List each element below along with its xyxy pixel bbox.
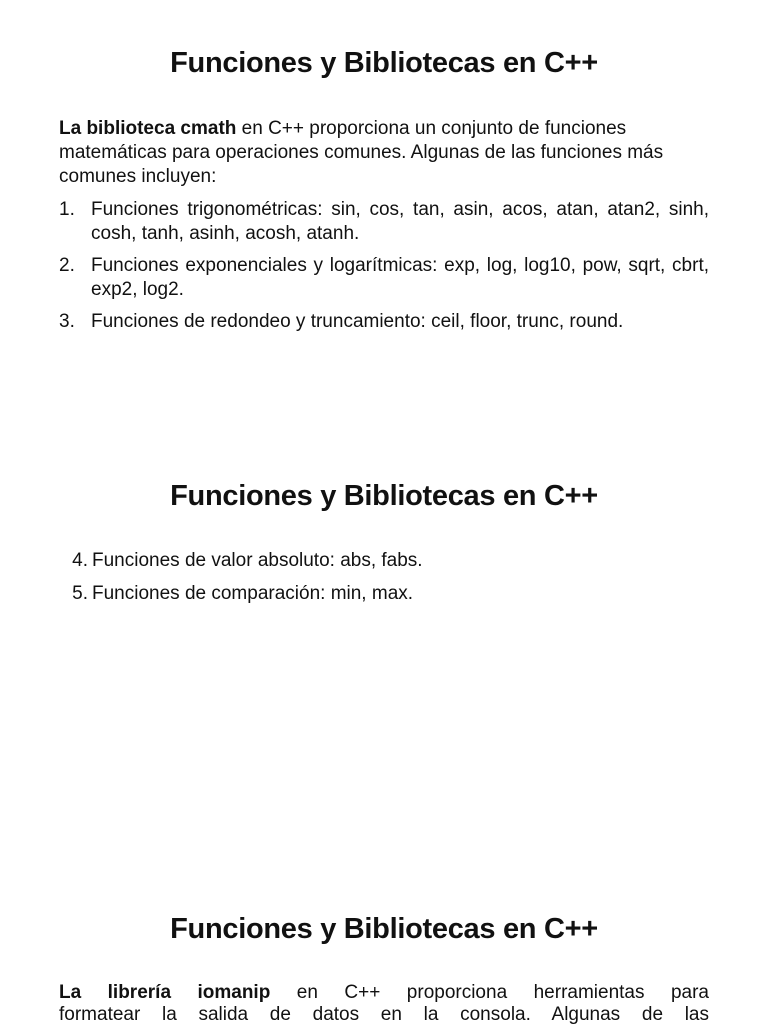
list-item-number: 4. <box>72 550 88 571</box>
slide-3-intro-bold: La librería iomanip <box>59 982 271 1003</box>
slide-3-intro-line-1 <box>59 981 709 1005</box>
slide-2-title: Funciones y Bibliotecas en C++ <box>170 480 598 512</box>
list-item-text: Funciones de valor absoluto: abs, fabs. <box>92 550 423 571</box>
slide-1-title: Funciones y Bibliotecas en C++ <box>170 47 598 79</box>
slide-1-intro-text: en C++ proporciona un conjunto de funciones matemáticas para operaciones comunes. Algunas de las funciones más comunes incluyen: <box>59 118 664 187</box>
list-item <box>63 582 703 606</box>
list-item-number: 2. <box>59 255 75 276</box>
slide-3-intro-line-2: formatear la salida de datos en la consola. Algunas de las <box>59 1004 709 1025</box>
slide-1-list <box>59 198 709 342</box>
list-item-text: Funciones de redondeo y truncamiento: ceil, floor, trunc, round. <box>91 311 624 332</box>
slide-1-intro <box>59 117 709 189</box>
list-item-number: 1. <box>59 199 75 220</box>
list-item <box>59 254 709 302</box>
list-item-number: 3. <box>59 311 75 332</box>
list-item <box>63 549 703 573</box>
list-item-text: Funciones exponenciales y logarítmicas: exp, log, log10, pow, sqrt, cbrt, exp2, log2. <box>91 255 709 300</box>
list-item-text: Funciones de comparación: min, max. <box>92 583 414 604</box>
list-item <box>59 198 709 246</box>
slide-3-title: Funciones y Bibliotecas en C++ <box>170 913 598 945</box>
list-item-text: Funciones trigonométricas: sin, cos, tan, asin, acos, atan, atan2, sinh, cosh, tanh, asinh, acosh, atanh. <box>91 199 709 244</box>
slide-1-intro-bold: La biblioteca cmath <box>59 118 237 139</box>
slide-2-list <box>63 549 703 615</box>
list-item-number: 5. <box>72 583 88 604</box>
list-item <box>59 310 709 334</box>
slide-3-intro-text: en C++ proporciona herramientas para <box>270 982 709 1003</box>
